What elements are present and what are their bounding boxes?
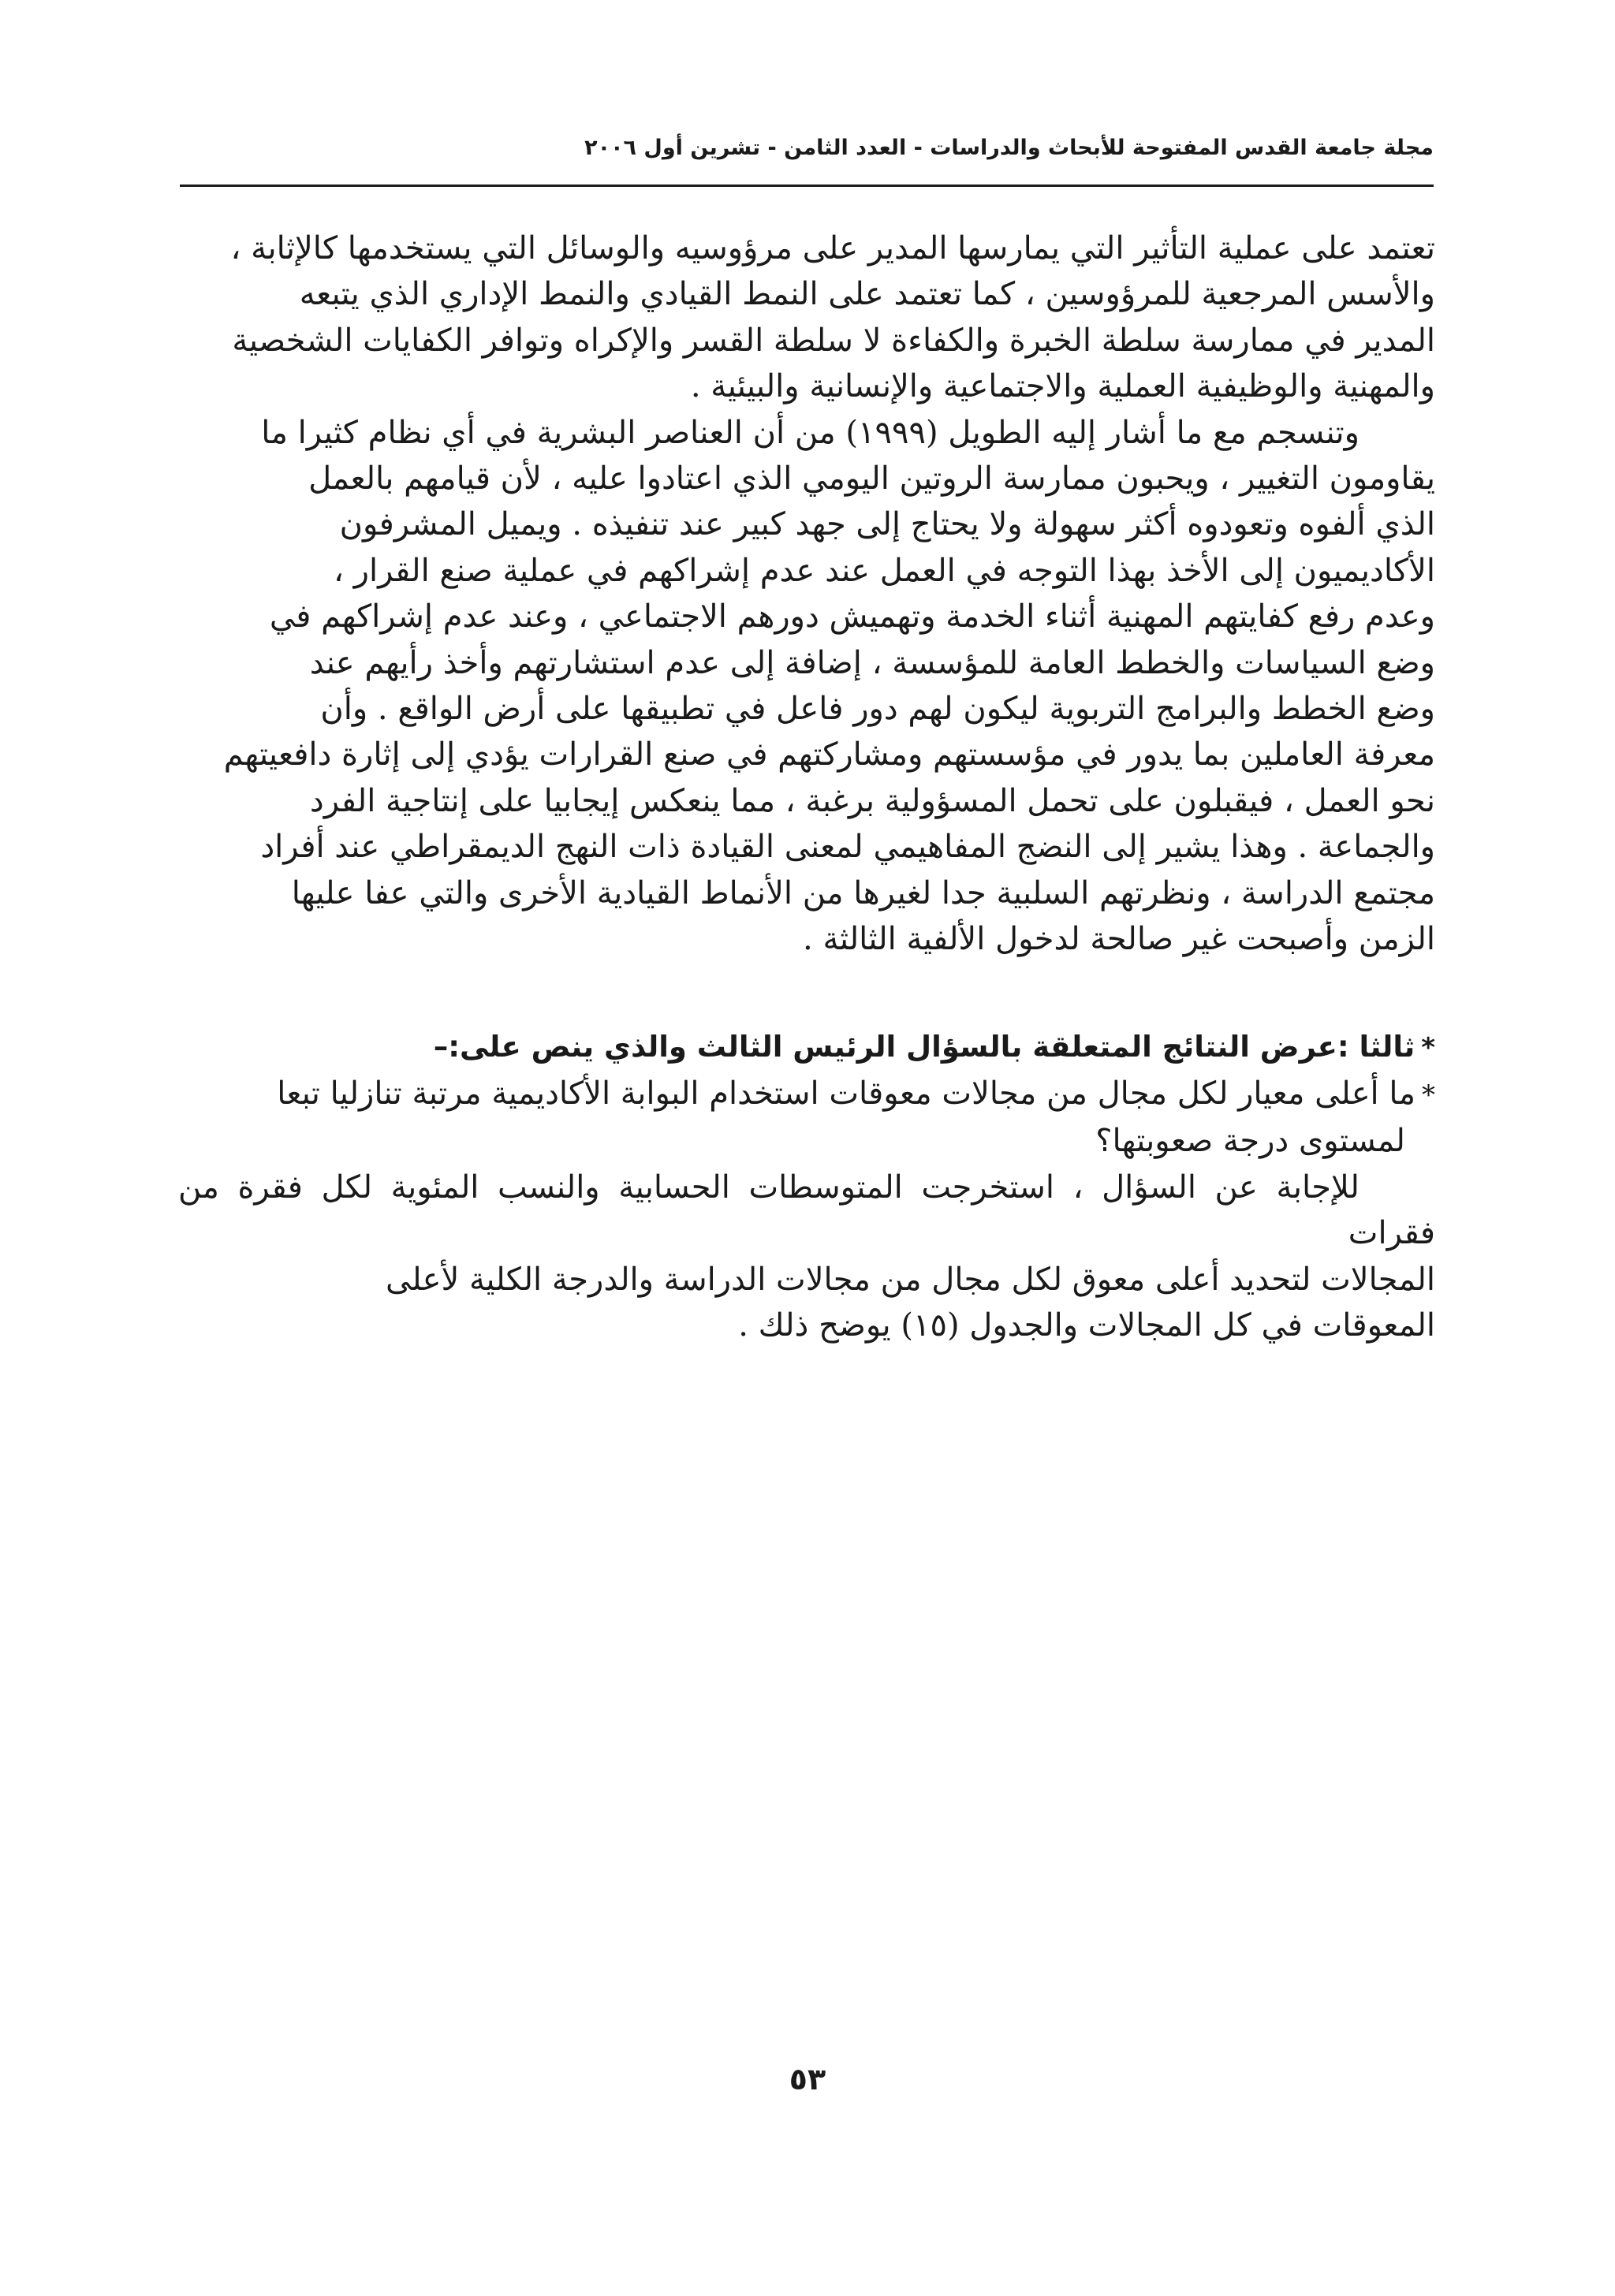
paragraph-line: الأكاديميون إلى الأخذ بهذا التوجه في العمل عند عدم إشراكهم في عملية صنع القرار ، (334, 552, 1435, 589)
research-question (178, 1071, 1435, 1165)
paragraph-line: نحو العمل ، فيقبلون على تحمل المسؤولية برغبة ، مما ينعكس إيجابيا على إنتاجية الفرد (309, 782, 1435, 819)
question-text: ما أعلى معيار لكل مجال من مجالات معوقات استخدام البوابة الأكاديمية مرتبة تنازليا تبعا (277, 1075, 1415, 1112)
paragraph-2 (178, 410, 1435, 963)
paragraph-line: والأسس المرجعية للمرؤوسين ، كما تعتمد على النمط القيادي والنمط الإداري الذي يتبعه (299, 276, 1435, 313)
question-line: لمستوى درجة صعوبتها؟ (1095, 1123, 1405, 1160)
paragraph-line: يقاومون التغيير ، ويحبون ممارسة الروتين اليومي الذي اعتادوا عليه ، لأن قيامهم بالعمل (308, 460, 1435, 498)
paragraph-line: المجالات لتحديد أعلى معوق لكل مجال من مجالات الدراسة والدرجة الكلية لأعلى (386, 1261, 1435, 1298)
page-number: ٥٣ (789, 2062, 826, 2097)
section-heading-text: ثالثا :عرض النتائج المتعلقة بالسؤال الرئيس الثالث والذي ينص على:– (433, 1029, 1415, 1064)
paragraph-line: والجماعة . وهذا يشير إلى النضج المفاهيمي لمعنى القيادة ذات النهج الديمقراطي عند أفراد (260, 829, 1435, 866)
paragraph-line: والمهنية والوظيفية العملية والاجتماعية والإنسانية والبيئية . (690, 368, 1435, 405)
paragraph-line: وعدم رفع كفايتهم المهنية أثناء الخدمة وتهميش دورهم الاجتماعي ، وعند عدم إشراكهم في (269, 598, 1435, 636)
paragraph-line: مجتمع الدراسة ، ونظرتهم السلبية جدا لغيرها من الأنماط القيادية الأخرى والتي عفا عليها (291, 874, 1435, 911)
paragraph-line: المدير في ممارسة سلطة الخبرة والكفاءة لا سلطة القسر والإكراه وتوافر الكفايات الشخصية (232, 322, 1435, 359)
paragraph-line: المعوقات في كل المجالات والجدول (١٥) يوضح ذلك . (738, 1306, 1435, 1344)
header-rule (180, 184, 1434, 187)
section-heading (178, 1024, 1435, 1071)
paragraph-line: معرفة العاملين بما يدور في مؤسستهم ومشاركتهم في صنع القرارات يؤدي إلى إثارة دافعيتهم (223, 736, 1435, 773)
paragraph-line: الزمن وأصبحت غير صالحة لدخول الألفية الثالثة . (803, 921, 1435, 958)
paragraph-line: وضع السياسات والخطط العامة للمؤسسة ، إضافة إلى عدم استشارتهم وأخذ رأيهم عند (309, 644, 1435, 681)
paragraph-line: وضع الخطط والبرامج التربوية ليكون لهم دور فاعل في تطبيقها على أرض الواقع . وأن (320, 691, 1435, 728)
asterisk-bullet-icon: * (1422, 1079, 1435, 1111)
asterisk-bullet-icon: * (1421, 1031, 1435, 1064)
article-body (178, 226, 1435, 1348)
paragraph-line: تعتمد على عملية التأثير التي يمارسها المدير على مرؤوسيه والوسائل التي يستخدمها كالإثابة ، (230, 230, 1435, 266)
paragraph-line: وتنسجم مع ما أشار إليه الطويل (١٩٩٩) من أن العناصر البشرية في أي نظام كثيرا ما (261, 414, 1360, 451)
paragraph-line: للإجابة عن السؤال ، استخرجت المتوسطات الحسابية والنسب المئوية لكل فقرة من فقرات (178, 1168, 1435, 1252)
section-spacer (178, 963, 1435, 1024)
paragraph-1 (178, 226, 1435, 410)
running-header: مجلة جامعة القدس المفتوحة للأبحاث والدراسات - العدد الثامن - تشرين أول ٢٠٠٦ (584, 136, 1434, 160)
question-line (178, 1071, 1435, 1118)
paragraph-3 (178, 1165, 1435, 1349)
paragraph-line: الذي ألفوه وتعودوه أكثر سهولة ولا يحتاج إلى جهد كبير عند تنفيذه . ويميل المشرفون (339, 506, 1435, 543)
